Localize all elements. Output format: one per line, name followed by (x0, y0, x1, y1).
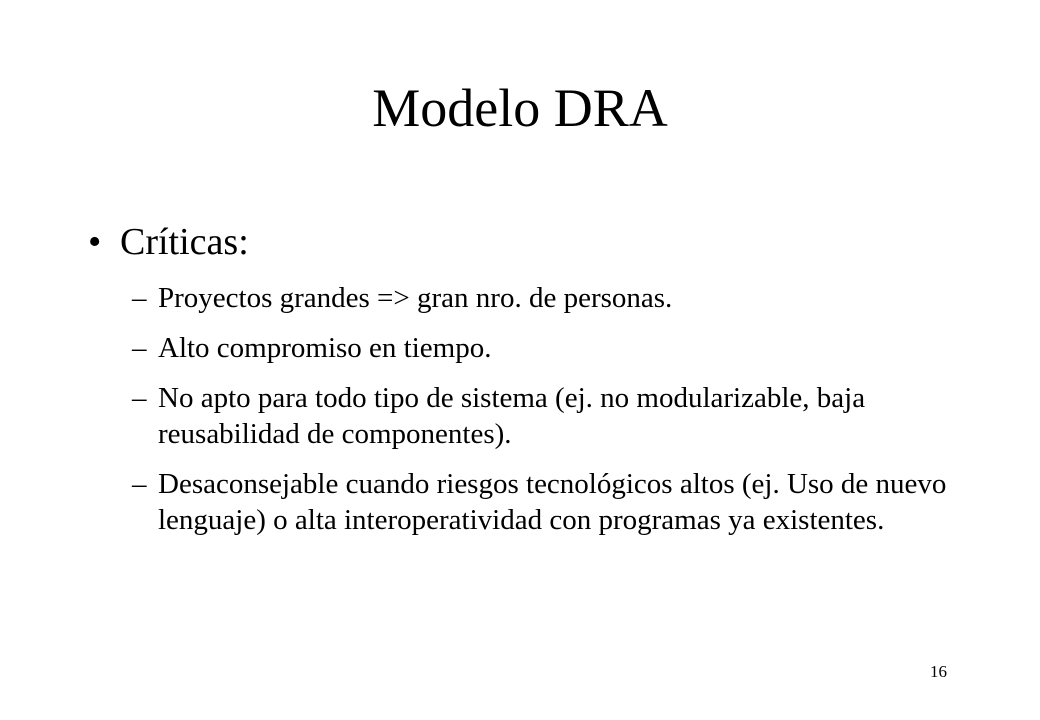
slide-title: Modelo DRA (372, 78, 668, 138)
dash-marker: – (132, 332, 147, 364)
sub-bullet-item (132, 330, 988, 366)
sub-bullet-text: Alto compromiso en tiempo. (158, 332, 492, 364)
dash-marker: – (132, 282, 147, 314)
main-bullet (88, 218, 988, 266)
sub-bullet-list (132, 280, 988, 538)
bullet-marker: • (88, 221, 102, 263)
sub-bullet-item (132, 280, 988, 316)
sub-bullet-text: Proyectos grandes => gran nro. de personas. (158, 282, 673, 314)
dash-marker: – (132, 382, 147, 414)
sub-bullet-text: Desaconsejable cuando riesgos tecnológicos altos (ej. Uso de nuevo lenguaje) o alta interoperatividad con programas ya existentes. (158, 468, 947, 536)
bullet-block (88, 218, 988, 554)
sub-bullet-item (132, 466, 988, 538)
page-number: 16 (930, 662, 947, 681)
sub-bullet-item (132, 380, 988, 452)
main-bullet-label: Críticas: (120, 221, 249, 263)
sub-bullet-text: No apto para todo tipo de sistema (ej. no modularizable, baja reusabilidad de componentes). (158, 382, 866, 450)
dash-marker: – (132, 468, 147, 500)
